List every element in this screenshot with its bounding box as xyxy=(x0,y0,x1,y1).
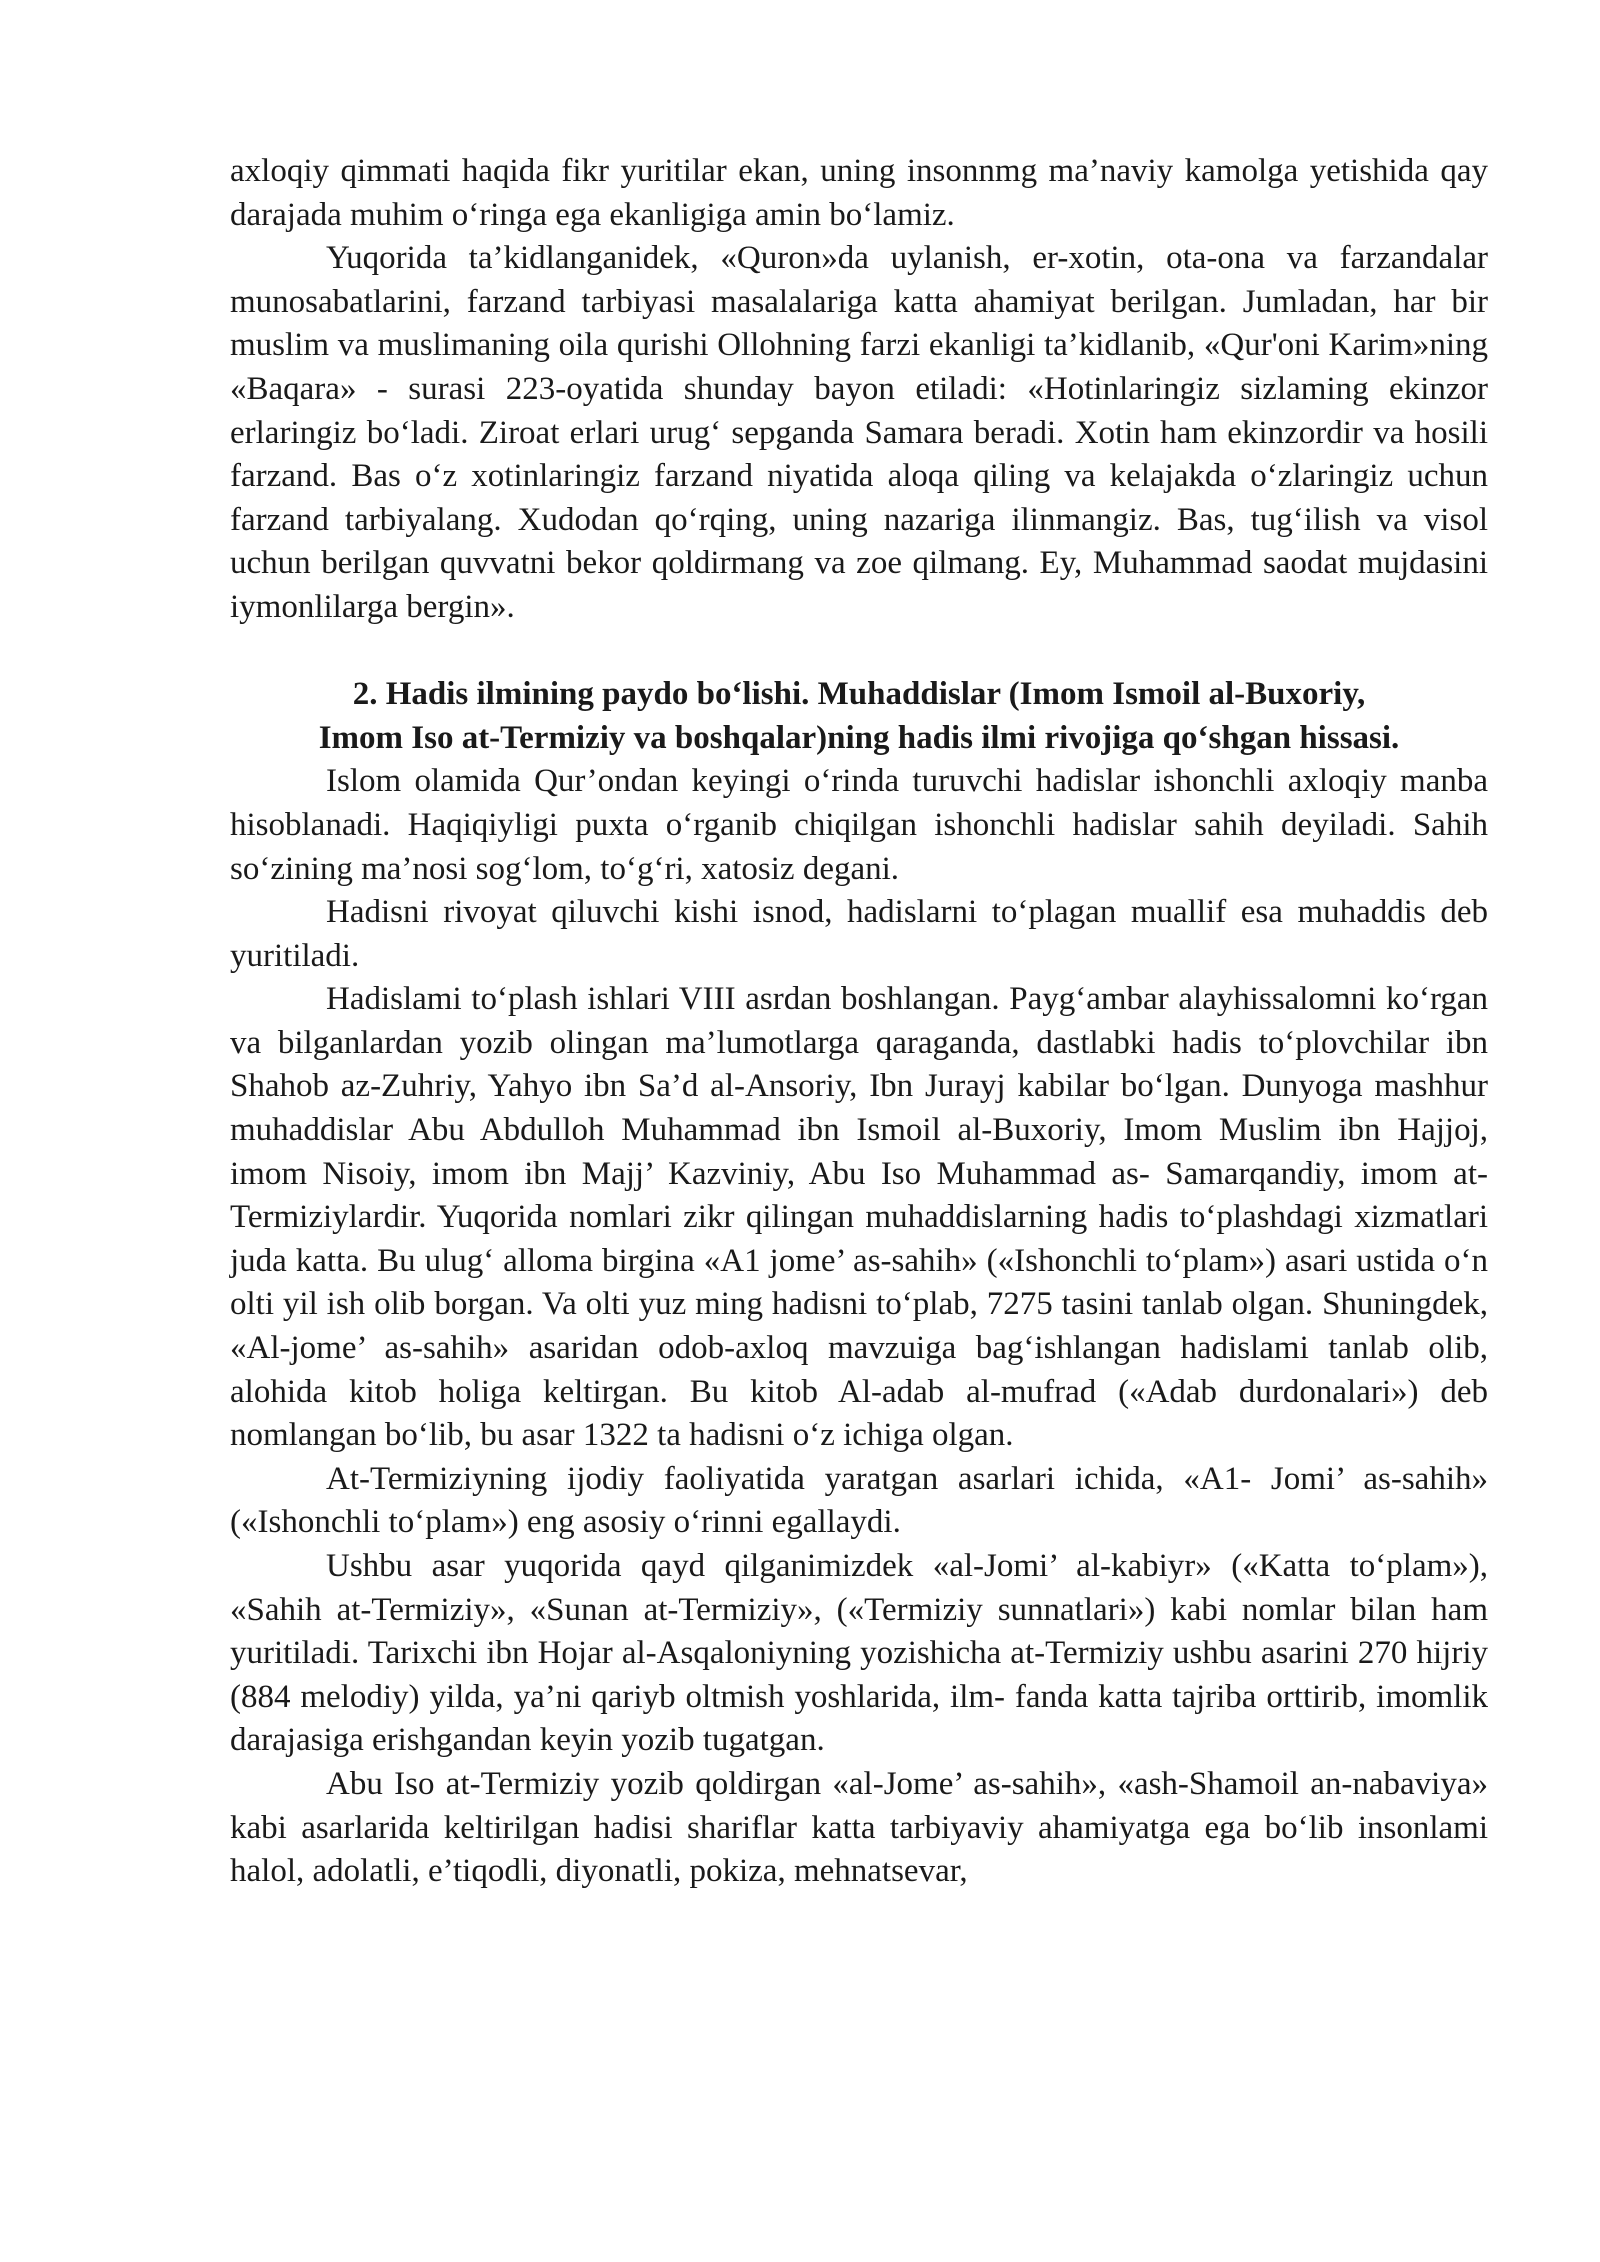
paragraph-hadith-collection: Hadislami to‘plash ishlari VIII asrdan boshlangan. Payg‘ambar alayhissalomni ko‘rgan va bilganlardan yozib olingan ma’lumotlarga qaraganda, dastlabki hadis to‘plovchilar ibn Shahob az-Zuhriy, Yahyo ibn Sa’d al-Ansoriy, Ibn Jurayj kabilar bo‘lgan. Dunyoga mashhur muhaddislar Abu Abdulloh Muhammad ibn Ismoil al-Buxoriy, Imom Muslim ibn Hajjoj, imom Nisoiy, imom ibn Majj’ Kazviniy, Abu Iso Muhammad as- Samarqandiy, imom at-Termiziylardir. Yuqorida nomlari zikr qilingan muhaddislarning hadis to‘plashdagi xizmatlari juda katta. Bu ulug‘ alloma birgina «A1 jome’ as-sahih» («Ishonchli to‘plam») asari ustida o‘n olti yil ish olib borgan. Va olti yuz ming hadisni to‘plab, 7275 tasini tanlab olgan. Shuningdek, «Al-jome’ as-sahih» asaridan odob-axloq mavzuiga bag‘ishlangan hadislami tanlab olib, alohida kitob holiga keltirgan. Bu kitob Al-adab al-mufrad («Adab durdonalari») deb nomlangan bo‘lib, bu asar 1322 ta hadisni o‘z ichiga olgan. xyxy=(230,981,1488,1454)
section-heading-line-1: 2. Hadis ilmining paydo bo‘lishi. Muhaddislar (Imom Ismoil al-Buxoriy, xyxy=(352,676,1366,713)
paragraph-isnod-definition: Hadisni rivoyat qiluvchi kishi isnod, hadislarni to‘plagan muallif esa muhaddis deb yuritiladi. xyxy=(230,894,1488,974)
paragraph-jomi-names: Ushbu asar yuqorida qayd qilganimizdek «al-Jomi’ al-kabiyr» («Katta to‘plam»), «Sahih at-Termiziy», «Sunan at-Termiziy», («Termiziy sunnatlari») kabi nomlar bilan ham yuritiladi. Tarixchi ibn Hojar al-Asqaloniyning yozishicha at-Termiziy ushbu asarini 270 hijriy (884 melodiy) yilda, ya’ni qariyb oltmish yoshlarida, ilm- fanda katta tajriba orttirib, imomlik darajasiga erishgandan keyin yozib tugatgan. xyxy=(230,1548,1488,1759)
paragraph-termiziy-legacy: Abu Iso at-Termiziy yozib qoldirgan «al-Jome’ as-sahih», «ash-Shamoil an-nabaviya» kabi asarlarida keltirilgan hadisi shariflar katta tarbiyaviy ahamiyatga ega bo‘lib insonlami halol, adolatli, e’tiqodli, diyonatli, pokiza, mehnatsevar, xyxy=(230,1765,1488,1890)
section-heading-line-2: Imom Iso at-Termiziy va boshqalar)ning hadis ilmi rivojiga qo‘shgan hissasi. xyxy=(318,719,1400,756)
document-page xyxy=(230,150,1488,1894)
paragraph-termiziy-works: At-Termiziyning ijodiy faoliyatida yaratgan asarlari ichida, «A1- Jomi’ as-sahih» («Ishonchli to‘plam») eng asosiy o‘rinni egallaydi. xyxy=(230,1460,1488,1541)
paragraph-quran-family: Yuqorida ta’kidlanganidek, «Quron»da uylanish, er-xotin, ota-ona va farzandalar munosabatlarini, farzand tarbiyasi masalalariga katta ahamiyat berilgan. Jumladan, har bir muslim va muslimaning oila qurishi Ollohning farzi ekanligi ta’kidlanib, «Qur'oni Karim»ning «Baqara» - surasi 223-oyatida shunday bayon etiladi: «Hotinlaringiz sizlaming ekinzor erlaringiz bo‘ladi. Ziroat erlari urug‘ sepganda Samara beradi. Xotin ham ekinzordir va hosili farzand. Bas o‘z xotinlaringiz farzand niyatida aloqa qiling va kelajakda o‘zlaringiz uchun farzand tarbiyalang. Xudodan qo‘rqing, uning nazariga ilinmangiz. Bas, tug‘ilish va visol uchun berilgan quvvatni bekor qoldirmang va zoe qilmang. Ey, Muhammad saodat mujdasini iymonlilarga bergin». xyxy=(230,240,1488,625)
paragraph-intro-continuation: axloqiy qimmati haqida fikr yuritilar ekan, uning insonnmg ma’naviy kamolga yetishida qay darajada muhim o‘ringa ega ekanligiga amin bo‘lamiz. xyxy=(230,153,1488,233)
paragraph-hadith-source: Islom olamida Qur’ondan keyingi o‘rinda turuvchi hadislar ishonchli axloqiy manba hisoblanadi. Haqiqiyligi puxta o‘rganib chiqilgan ishonchli hadislar sahih deyiladi. Sahih so‘zining ma’nosi sog‘lom, to‘g‘ri, xatosiz degani. xyxy=(230,763,1488,887)
section-heading xyxy=(230,673,1488,760)
